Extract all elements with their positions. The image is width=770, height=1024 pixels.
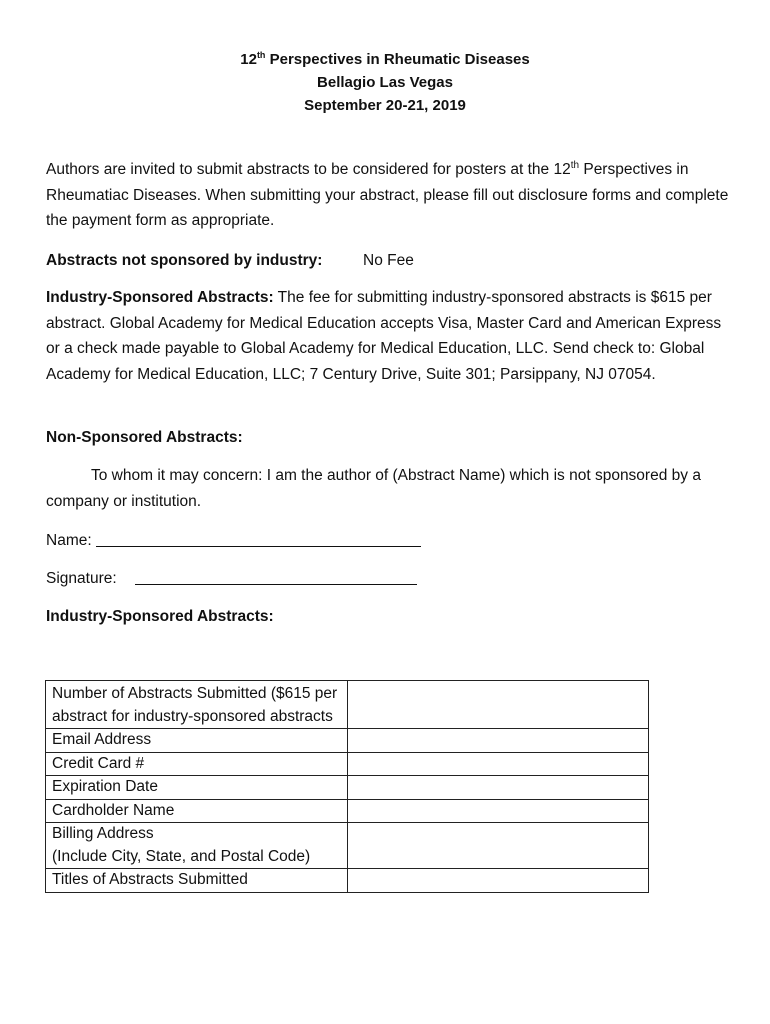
signature-field[interactable] [135,584,417,585]
venue-line: Bellagio Las Vegas [317,74,453,91]
intro-paragraph: Authors are invited to submit abstracts to be considered for posters at the 12th Perspectives in Rheumatiac Diseases. When submitting your abstract, please fill out disclosure forms and complete the payment form as appropriate. [46,159,729,229]
billing-address-label-line2: (Include City, State, and Postal Code) [52,847,311,865]
document-header [0,48,770,117]
billing-address-label [46,823,348,869]
table-row [46,776,649,800]
abstract-titles-label: Titles of Abstracts Submitted [46,869,348,893]
industry-fee-paragraph [46,285,736,387]
non-sponsored-heading: Non-Sponsored Abstracts: [46,429,243,446]
not-sponsored-fee: No Fee [363,252,414,269]
expiration-date-field[interactable] [348,776,649,800]
industry-sponsored-heading: Industry-Sponsored Abstracts: [46,608,274,625]
table-row [46,729,649,753]
abstract-titles-field[interactable] [348,869,649,893]
dates-line: September 20-21, 2019 [304,97,466,114]
not-sponsored-label: Abstracts not sponsored by industry: [46,252,323,269]
non-sponsored-statement: To whom it may concern: I am the author of (Abstract Name) which is not sponsored by a company or institution. [46,467,701,510]
billing-address-label-line1: Billing Address [52,825,154,842]
payment-form-table [45,680,649,893]
table-row [46,869,649,893]
table-row [46,823,649,869]
expiration-date-label: Expiration Date [46,776,348,800]
credit-card-label: Credit Card # [46,752,348,776]
table-row [46,799,649,823]
industry-fee-label: Industry-Sponsored Abstracts: [46,289,274,306]
document-title: 12th Perspectives in Rheumatic Diseases [240,50,530,68]
table-row [46,681,649,729]
cardholder-name-label: Cardholder Name [46,799,348,823]
abstract-count-label: Number of Abstracts Submitted ($615 per abstract for industry-sponsored abstracts [46,681,348,729]
name-field[interactable] [96,546,421,547]
cardholder-name-field[interactable] [348,799,649,823]
billing-address-field[interactable] [348,823,649,869]
industry-fee-text: The fee for submitting industry-sponsored abstracts is $615 per abstract. Global Academy for Medical Education accepts Visa, Master Card and American Express or a check made payable to Global Academy for Medical Education, LLC. Send check to: Global Academy for Medical Education, LLC; 7 Century Drive, Suite 301; Parsippany, NJ 07054. [46,289,722,383]
table-row [46,752,649,776]
name-label: Name: [46,532,92,549]
signature-label: Signature: [46,570,117,587]
abstract-count-field[interactable] [348,681,649,729]
credit-card-field[interactable] [348,752,649,776]
email-field[interactable] [348,729,649,753]
email-label: Email Address [46,729,348,753]
